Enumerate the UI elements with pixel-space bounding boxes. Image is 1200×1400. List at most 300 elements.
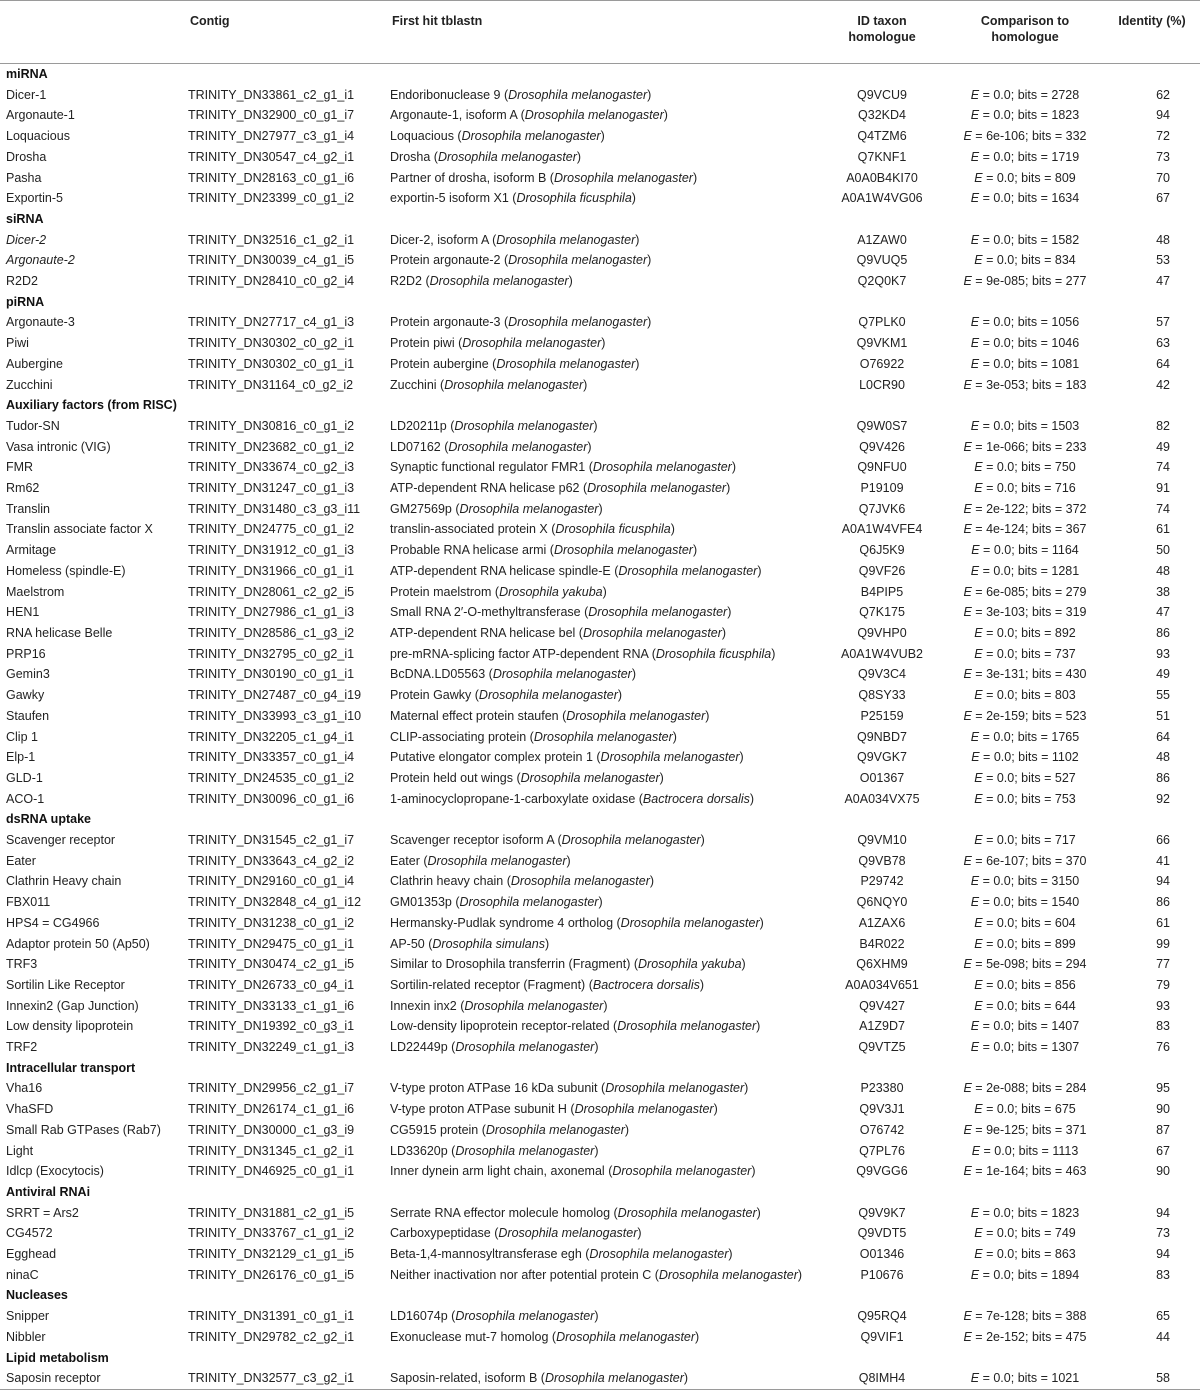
section-header-row <box>0 64 1200 85</box>
contig-cell: TRINITY_DN33674_c0_g2_i3 <box>188 460 355 475</box>
contig-cell: TRINITY_DN33993_c3_g1_i10 <box>188 708 362 723</box>
bits-value: 2728 <box>1051 87 1080 102</box>
table-row <box>0 1327 1200 1348</box>
gene-cell <box>0 830 186 851</box>
identity-cell: 73 <box>1156 1226 1170 1241</box>
e-value: 0.0 <box>993 1205 1011 1220</box>
hit-protein: LD07162 <box>390 439 441 454</box>
hit-species: Drosophila melanogaster <box>492 667 632 682</box>
hit-species: Drosophila melanogaster <box>455 1309 595 1324</box>
e-symbol: E <box>970 418 980 433</box>
comparison-cell: E = 3e-053; bits = 183 <box>963 377 1087 392</box>
hit-species: Drosophila melanogaster <box>510 874 650 889</box>
hit-species: Drosophila melanogaster <box>553 170 693 185</box>
contig-cell: TRINITY_DN26733_c0_g4_i1 <box>188 977 355 992</box>
table-row <box>0 892 1200 913</box>
contig-cell: TRINITY_DN33133_c1_g1_i6 <box>188 998 355 1013</box>
table-row <box>0 664 1200 685</box>
table-row <box>0 1078 1200 1099</box>
identity-cell: 50 <box>1156 543 1170 558</box>
comparison-cell: E = 0.0; bits = 1281 <box>970 563 1080 578</box>
e-symbol: E <box>974 1102 983 1117</box>
e-symbol: E <box>970 108 980 123</box>
id-taxon-cell: B4R022 <box>859 936 905 951</box>
comparison-cell: E = 0.0; bits = 1823 <box>970 1205 1080 1220</box>
hit-protein: LD33620p <box>390 1143 448 1158</box>
gene-cell <box>0 768 186 789</box>
id-taxon-cell: Q9VIF1 <box>860 1329 904 1344</box>
first-hit-cell: BcDNA.LD05563 (Drosophila melanogaster) <box>390 667 636 682</box>
bits-value: 370 <box>1065 853 1087 868</box>
id-taxon-cell: Q4TZM6 <box>857 129 907 144</box>
contig-cell: TRINITY_DN32205_c1_g4_i1 <box>188 729 355 744</box>
identity-cell: 67 <box>1156 1143 1170 1158</box>
header-id-taxon-line2: homologue <box>848 30 916 44</box>
table-row <box>0 168 1200 189</box>
e-value: 0.0 <box>993 1371 1011 1386</box>
hit-protein: BcDNA.LD05563 <box>390 667 486 682</box>
table-row <box>0 105 1200 126</box>
e-symbol: E <box>970 356 980 371</box>
section-header-row <box>0 1182 1200 1203</box>
e-symbol: E <box>970 729 980 744</box>
contig-cell: TRINITY_DN27986_c1_g1_i3 <box>188 605 355 620</box>
contig-cell: TRINITY_DN31881_c2_g1_i5 <box>188 1205 355 1220</box>
gene-cell <box>0 789 186 810</box>
gene-cell <box>0 623 186 644</box>
id-taxon-cell: Q9VF26 <box>858 563 906 578</box>
e-symbol: E <box>974 998 983 1013</box>
first-hit-cell: Protein argonaute-2 (Drosophila melanogaster) <box>390 253 652 268</box>
contig-cell: TRINITY_DN32577_c3_g2_i1 <box>186 1368 388 1389</box>
identity-cell: 93 <box>1156 646 1170 661</box>
id-taxon-cell: P19109 <box>860 481 904 496</box>
comparison-cell: E = 0.0; bits = 737 <box>974 646 1076 661</box>
identity-cell: 66 <box>1156 833 1170 848</box>
first-hit-cell: Exonuclease mut-7 homolog (Drosophila melanogaster) <box>390 1329 700 1344</box>
e-value: 0.0 <box>996 688 1015 703</box>
comparison-cell: E = 0.0; bits = 1407 <box>970 1019 1080 1034</box>
contig-cell: TRINITY_DN33643_c4_g2_i2 <box>188 853 355 868</box>
gene-name: Adaptor protein 50 (Ap50) <box>6 936 150 951</box>
gene-cell <box>0 1327 186 1348</box>
bits-value: 233 <box>1065 439 1087 454</box>
gene-cell <box>0 851 186 872</box>
table-row <box>0 1203 1200 1224</box>
id-taxon-cell: P23380 <box>860 1081 904 1096</box>
first-hit-cell: Protein maelstrom (Drosophila yakuba) <box>390 584 607 599</box>
first-hit-cell: Putative elongator complex protein 1 (Drosophila melanogaster) <box>390 750 744 765</box>
bits-value: 1046 <box>1051 336 1080 351</box>
identity-cell: 53 <box>1156 253 1170 268</box>
identity-cell: 74 <box>1156 460 1170 475</box>
first-hit-cell: Carboxypeptidase (Drosophila melanogaster) <box>390 1226 642 1241</box>
gene-cell <box>0 147 186 168</box>
first-hit-cell: Protein piwi (Drosophila melanogaster) <box>390 336 606 351</box>
header-comparison <box>946 1 1104 64</box>
bits-value: 183 <box>1065 377 1087 392</box>
e-symbol: E <box>971 543 980 558</box>
contig-cell: TRINITY_DN32900_c0_g1_i7 <box>188 108 355 123</box>
hit-species: Drosophila melanogaster <box>544 1371 684 1386</box>
e-symbol: E <box>974 688 983 703</box>
gene-name: Eater <box>6 853 36 868</box>
comparison-cell: E = 4e-124; bits = 367 <box>963 522 1087 537</box>
section-title: piRNA <box>6 294 45 309</box>
section-title: Antiviral RNAi <box>6 1184 91 1199</box>
identity-cell: 47 <box>1156 274 1170 289</box>
identity-cell: 61 <box>1156 915 1170 930</box>
identity-cell: 86 <box>1156 895 1170 910</box>
hit-species: Drosophila melanogaster <box>553 543 693 558</box>
id-taxon-cell: Q9VM10 <box>857 833 907 848</box>
e-value: 0.0 <box>993 108 1011 123</box>
id-taxon-cell: A0A1W4VUB2 <box>841 646 923 661</box>
gene-cell <box>0 85 186 106</box>
table-row <box>0 747 1200 768</box>
section-header-row <box>0 209 1200 230</box>
hit-protein: Protein piwi <box>390 336 455 351</box>
gene-name: ACO-1 <box>6 791 45 806</box>
identity-cell: 49 <box>1156 667 1170 682</box>
identity-cell: 94 <box>1156 1205 1170 1220</box>
bits-value: 1540 <box>1051 895 1080 910</box>
contig-cell: TRINITY_DN31247_c0_g1_i3 <box>188 481 355 496</box>
bits-value: 284 <box>1065 1081 1087 1096</box>
first-hit-cell: Loquacious (Drosophila melanogaster) <box>390 129 605 144</box>
id-taxon-cell: A0A034V651 <box>845 977 919 992</box>
bits-value: 809 <box>1054 170 1076 185</box>
table-row <box>0 230 1200 251</box>
id-taxon-cell: A1ZAX6 <box>858 915 906 930</box>
section-header-row <box>0 1285 1200 1306</box>
hit-species: Drosophila melanogaster <box>582 625 722 640</box>
table-row <box>0 1306 1200 1327</box>
bits-value: 1634 <box>1051 191 1080 206</box>
first-hit-cell: ATP-dependent RNA helicase spindle-E (Drosophila melanogaster) <box>390 563 762 578</box>
hit-species: Drosophila melanogaster <box>561 833 701 848</box>
gene-name: Saposin receptor <box>6 1371 101 1386</box>
e-value: 0.0 <box>996 646 1015 661</box>
identity-cell: 67 <box>1156 191 1170 206</box>
id-taxon-cell: Q6J5K9 <box>859 543 905 558</box>
table-row <box>0 1368 1200 1389</box>
e-value: 1e-164 <box>986 1164 1025 1179</box>
hit-species: Drosophila melanogaster <box>588 605 728 620</box>
id-taxon-cell: Q6NQY0 <box>856 895 908 910</box>
identity-cell: 62 <box>1156 87 1170 102</box>
gene-name: Gemin3 <box>6 667 50 682</box>
header-id-taxon-line1: ID taxon <box>857 14 907 28</box>
contig-cell: TRINITY_DN32249_c1_g1_i3 <box>188 1040 355 1055</box>
hit-protein: Maternal effect protein staufen <box>390 708 559 723</box>
gene-name: Elp-1 <box>6 750 36 765</box>
gene-cell <box>0 1265 186 1286</box>
contig-cell: TRINITY_DN30302_c0_g2_i1 <box>188 336 355 351</box>
contig-cell: TRINITY_DN30190_c0_g1_i1 <box>188 667 355 682</box>
comparison-cell: E = 0.0; bits = 1021 <box>946 1368 1104 1389</box>
id-taxon-cell: Q7KNF1 <box>857 149 907 164</box>
comparison-cell: E = 0.0; bits = 527 <box>974 770 1076 785</box>
first-hit-cell: AP-50 (Drosophila simulans) <box>390 936 550 951</box>
table-row <box>0 1141 1200 1162</box>
id-taxon-cell: Q9VGK7 <box>856 750 908 765</box>
hit-protein: Hermansky-Pudlak syndrome 4 ortholog <box>390 915 614 930</box>
first-hit-cell: Beta-1,4-mannosyltransferase egh (Drosophila melanogaster) <box>390 1247 733 1262</box>
id-taxon-cell: Q2Q0K7 <box>857 274 907 289</box>
e-symbol: E <box>963 501 972 516</box>
hit-species: Drosophila melanogaster <box>427 853 567 868</box>
id-taxon-cell: Q9VCU9 <box>856 87 908 102</box>
bits-value: 388 <box>1065 1309 1087 1324</box>
hit-protein: Putative elongator complex protein 1 <box>390 750 593 765</box>
id-taxon-cell: Q32KD4 <box>858 108 906 123</box>
gene-name: Vasa intronic (VIG) <box>6 439 111 454</box>
comparison-cell: E = 7e-128; bits = 388 <box>963 1309 1087 1324</box>
hit-species: Drosophila yakuba <box>499 584 603 599</box>
contig-cell: TRINITY_DN26176_c0_g1_i5 <box>188 1267 355 1282</box>
header-row <box>0 1 1200 64</box>
e-symbol: E <box>963 1081 972 1096</box>
hit-species: Drosophila melanogaster <box>459 895 599 910</box>
table-row <box>0 1223 1200 1244</box>
bits-value: 803 <box>1054 688 1076 703</box>
identity-cell: 48 <box>1156 563 1170 578</box>
contig-cell: TRINITY_DN28163_c0_g1_i6 <box>188 170 355 185</box>
gene-cell <box>0 540 186 561</box>
contig-cell: TRINITY_DN29956_c2_g1_i7 <box>188 1081 355 1096</box>
comparison-cell: E = 0.0; bits = 717 <box>974 833 1076 848</box>
section-title: Nucleases <box>6 1288 68 1303</box>
hit-protein: Scavenger receptor isoform A <box>390 833 554 848</box>
hit-species: Drosophila melanogaster <box>574 1102 714 1117</box>
id-taxon-cell: Q9NBD7 <box>856 729 908 744</box>
table-row <box>0 768 1200 789</box>
bits-value: 750 <box>1054 460 1076 475</box>
hit-species: Drosophila yakuba <box>638 957 742 972</box>
e-value: 0.0 <box>993 191 1011 206</box>
e-value: 6e-107 <box>986 853 1025 868</box>
e-symbol: E <box>963 522 972 537</box>
contig-cell: TRINITY_DN28061_c2_g2_i5 <box>188 584 355 599</box>
identity-cell: 95 <box>1156 1081 1170 1096</box>
table-row <box>0 271 1200 292</box>
table-row <box>0 478 1200 499</box>
comparison-cell: E = 2e-122; bits = 372 <box>963 501 1087 516</box>
gene-cell <box>0 602 186 623</box>
hit-species: Drosophila melanogaster <box>658 1267 798 1282</box>
section-title: Auxiliary factors (from RISC) <box>6 398 177 413</box>
e-value: 0.0 <box>993 418 1011 433</box>
first-hit-cell: Protein held out wings (Drosophila melanogaster) <box>390 770 664 785</box>
first-hit-cell: Hermansky-Pudlak syndrome 4 ortholog (Drosophila melanogaster) <box>390 915 764 930</box>
comparison-cell: E = 0.0; bits = 1056 <box>970 315 1080 330</box>
comparison-cell: E = 3e-103; bits = 319 <box>963 605 1087 620</box>
comparison-cell: E = 1e-066; bits = 233 <box>963 439 1087 454</box>
section-title: Lipid metabolism <box>6 1350 109 1365</box>
hit-species: Drosophila melanogaster <box>533 729 673 744</box>
e-value: 0.0 <box>993 895 1011 910</box>
e-value: 0.0 <box>996 625 1015 640</box>
hit-species: Drosophila melanogaster <box>617 1019 757 1034</box>
gene-cell <box>0 1244 186 1265</box>
contig-cell: TRINITY_DN23399_c0_g1_i2 <box>188 191 355 206</box>
first-hit-cell: Protein Gawky (Drosophila melanogaster) <box>390 688 623 703</box>
bits-value: 1113 <box>1052 1143 1079 1158</box>
first-hit-cell: Partner of drosha, isoform B (Drosophila melanogaster) <box>390 170 698 185</box>
identity-cell: 77 <box>1156 957 1170 972</box>
bits-value: 717 <box>1054 833 1076 848</box>
hit-species: Drosophila melanogaster <box>459 501 599 516</box>
e-value: 0.0 <box>993 1019 1011 1034</box>
hit-species: Drosophila melanogaster <box>496 356 636 371</box>
hit-protein: Protein argonaute-2 <box>390 253 501 268</box>
hit-protein: Sortilin-related receptor (Fragment) <box>390 977 586 992</box>
gene-cell <box>0 664 186 685</box>
gene-cell <box>0 168 186 189</box>
e-value: 4e-124 <box>986 522 1025 537</box>
contig-cell: TRINITY_DN33357_c0_g1_i4 <box>188 750 355 765</box>
first-hit-cell: R2D2 (Drosophila melanogaster) <box>390 274 573 289</box>
bits-value: 644 <box>1054 998 1076 1013</box>
gene-name: TRF2 <box>6 1040 38 1055</box>
hit-protein: Clathrin heavy chain <box>390 874 504 889</box>
contig-cell: TRINITY_DN30474_c2_g1_i5 <box>188 957 355 972</box>
bits-value: 1081 <box>1051 356 1080 371</box>
e-value: 1e-066 <box>986 439 1025 454</box>
e-symbol: E <box>974 977 983 992</box>
gene-name: Piwi <box>6 336 29 351</box>
gene-cell <box>0 1368 186 1389</box>
e-value: 0.0 <box>996 481 1015 496</box>
table-row <box>0 1161 1200 1182</box>
e-symbol: E <box>974 460 983 475</box>
bits-value: 1823 <box>1051 108 1080 123</box>
hit-species: Drosophila melanogaster <box>478 688 618 703</box>
id-taxon-cell: O76742 <box>859 1122 905 1137</box>
table-row <box>0 126 1200 147</box>
bits-value: 1765 <box>1051 729 1080 744</box>
first-hit-cell: LD07162 (Drosophila melanogaster) <box>390 439 592 454</box>
id-taxon-cell: Q9VGG6 <box>856 1164 908 1179</box>
gene-name: Vha16 <box>6 1081 43 1096</box>
gene-cell <box>0 105 186 126</box>
hit-protein: Serrate RNA effector molecule homolog <box>390 1205 611 1220</box>
first-hit-cell: Similar to Drosophila transferrin (Fragment) (Drosophila yakuba) <box>390 957 746 972</box>
contig-cell: TRINITY_DN30547_c4_g2_i1 <box>188 149 355 164</box>
id-taxon-cell: P10676 <box>860 1267 904 1282</box>
gene-cell <box>0 1161 186 1182</box>
e-value: 0.0 <box>996 936 1015 951</box>
comparison-cell: E = 0.0; bits = 1719 <box>970 149 1080 164</box>
gene-name: Tudor-SN <box>6 418 60 433</box>
hit-protein: Similar to Drosophila transferrin (Fragment) <box>390 957 631 972</box>
e-value: 0.0 <box>993 336 1011 351</box>
e-value: 0.0 <box>993 232 1011 247</box>
gene-name: Innexin2 (Gap Junction) <box>6 998 139 1013</box>
section-header-row <box>0 809 1200 830</box>
e-value: 0.0 <box>996 1226 1015 1241</box>
comparison-cell: E = 0.0; bits = 716 <box>974 481 1076 496</box>
gene-cell <box>0 747 186 768</box>
identity-cell: 90 <box>1156 1164 1170 1179</box>
gene-cell <box>0 934 186 955</box>
id-taxon-cell: O76922 <box>859 356 905 371</box>
table-row <box>0 1099 1200 1120</box>
first-hit-cell: exportin-5 isoform X1 (Drosophila ficusphila) <box>390 191 636 206</box>
gene-cell <box>0 499 186 520</box>
comparison-cell: E = 2e-159; bits = 523 <box>963 708 1087 723</box>
e-symbol: E <box>963 1122 972 1137</box>
identity-cell: 83 <box>1156 1267 1170 1282</box>
first-hit-cell: Drosha (Drosophila melanogaster) <box>390 149 582 164</box>
e-symbol: E <box>970 336 980 351</box>
id-taxon-cell: Q9V3C4 <box>858 667 906 682</box>
gene-name: Nibbler <box>6 1329 46 1344</box>
hit-protein: ATP-dependent RNA helicase bel <box>390 625 576 640</box>
bits-value: 892 <box>1054 625 1076 640</box>
bits-value: 1407 <box>1051 1019 1080 1034</box>
e-symbol: E <box>971 750 980 765</box>
comparison-cell: E = 6e-106; bits = 332 <box>963 129 1087 144</box>
id-taxon-cell: A1ZAW0 <box>857 232 907 247</box>
identity-cell: 48 <box>1156 232 1170 247</box>
e-symbol: E <box>963 667 972 682</box>
comparison-cell: E = 0.0; bits = 1164 <box>971 543 1079 558</box>
hit-protein: GM01353p <box>390 895 452 910</box>
e-symbol: E <box>970 874 980 889</box>
comparison-cell: E = 0.0; bits = 1113 <box>971 1143 1079 1158</box>
gene-name: Argonaute-1 <box>6 108 75 123</box>
table-row <box>0 1016 1200 1037</box>
e-value: 3e-053 <box>986 377 1025 392</box>
identity-cell: 64 <box>1156 729 1170 744</box>
e-value: 7e-128 <box>986 1309 1025 1324</box>
identity-cell: 74 <box>1156 501 1170 516</box>
table-row <box>0 540 1200 561</box>
identity-cell: 93 <box>1156 998 1170 1013</box>
e-value: 0.0 <box>993 1267 1011 1282</box>
gene-cell <box>0 685 186 706</box>
comparison-cell: E = 0.0; bits = 1307 <box>970 1040 1080 1055</box>
e-symbol: E <box>963 274 972 289</box>
contig-cell: TRINITY_DN33861_c2_g1_i1 <box>188 87 355 102</box>
table-row <box>0 602 1200 623</box>
first-hit-cell: LD20211p (Drosophila melanogaster) <box>390 418 598 433</box>
contig-cell: TRINITY_DN30039_c4_g1_i5 <box>188 253 355 268</box>
id-taxon-cell: Q7PLK0 <box>858 315 906 330</box>
id-taxon-cell: Q9VTZ5 <box>858 1040 906 1055</box>
comparison-cell: E = 0.0; bits = 604 <box>974 915 1076 930</box>
gene-cell <box>0 582 186 603</box>
header-comparison-line2: homologue <box>991 30 1059 44</box>
gene-name: Zucchini <box>6 377 53 392</box>
gene-name: Armitage <box>6 543 57 558</box>
bits-value: 371 <box>1065 1122 1087 1137</box>
first-hit-cell: Scavenger receptor isoform A (Drosophila melanogaster) <box>390 833 705 848</box>
first-hit-cell: pre-mRNA-splicing factor ATP-dependent RNA (Drosophila ficusphila) <box>390 646 776 661</box>
e-symbol: E <box>963 1329 972 1344</box>
identity-cell: 73 <box>1156 149 1170 164</box>
hit-protein: Drosha <box>390 149 431 164</box>
gene-name: RNA helicase Belle <box>6 625 113 640</box>
gene-name: PRP16 <box>6 646 46 661</box>
header-identity: Identity (%) <box>1104 1 1200 64</box>
hit-species: Drosophila melanogaster <box>461 129 601 144</box>
e-symbol: E <box>963 439 972 454</box>
identity-cell: 76 <box>1156 1040 1170 1055</box>
contig-cell: TRINITY_DN32129_c1_g1_i5 <box>188 1247 355 1262</box>
